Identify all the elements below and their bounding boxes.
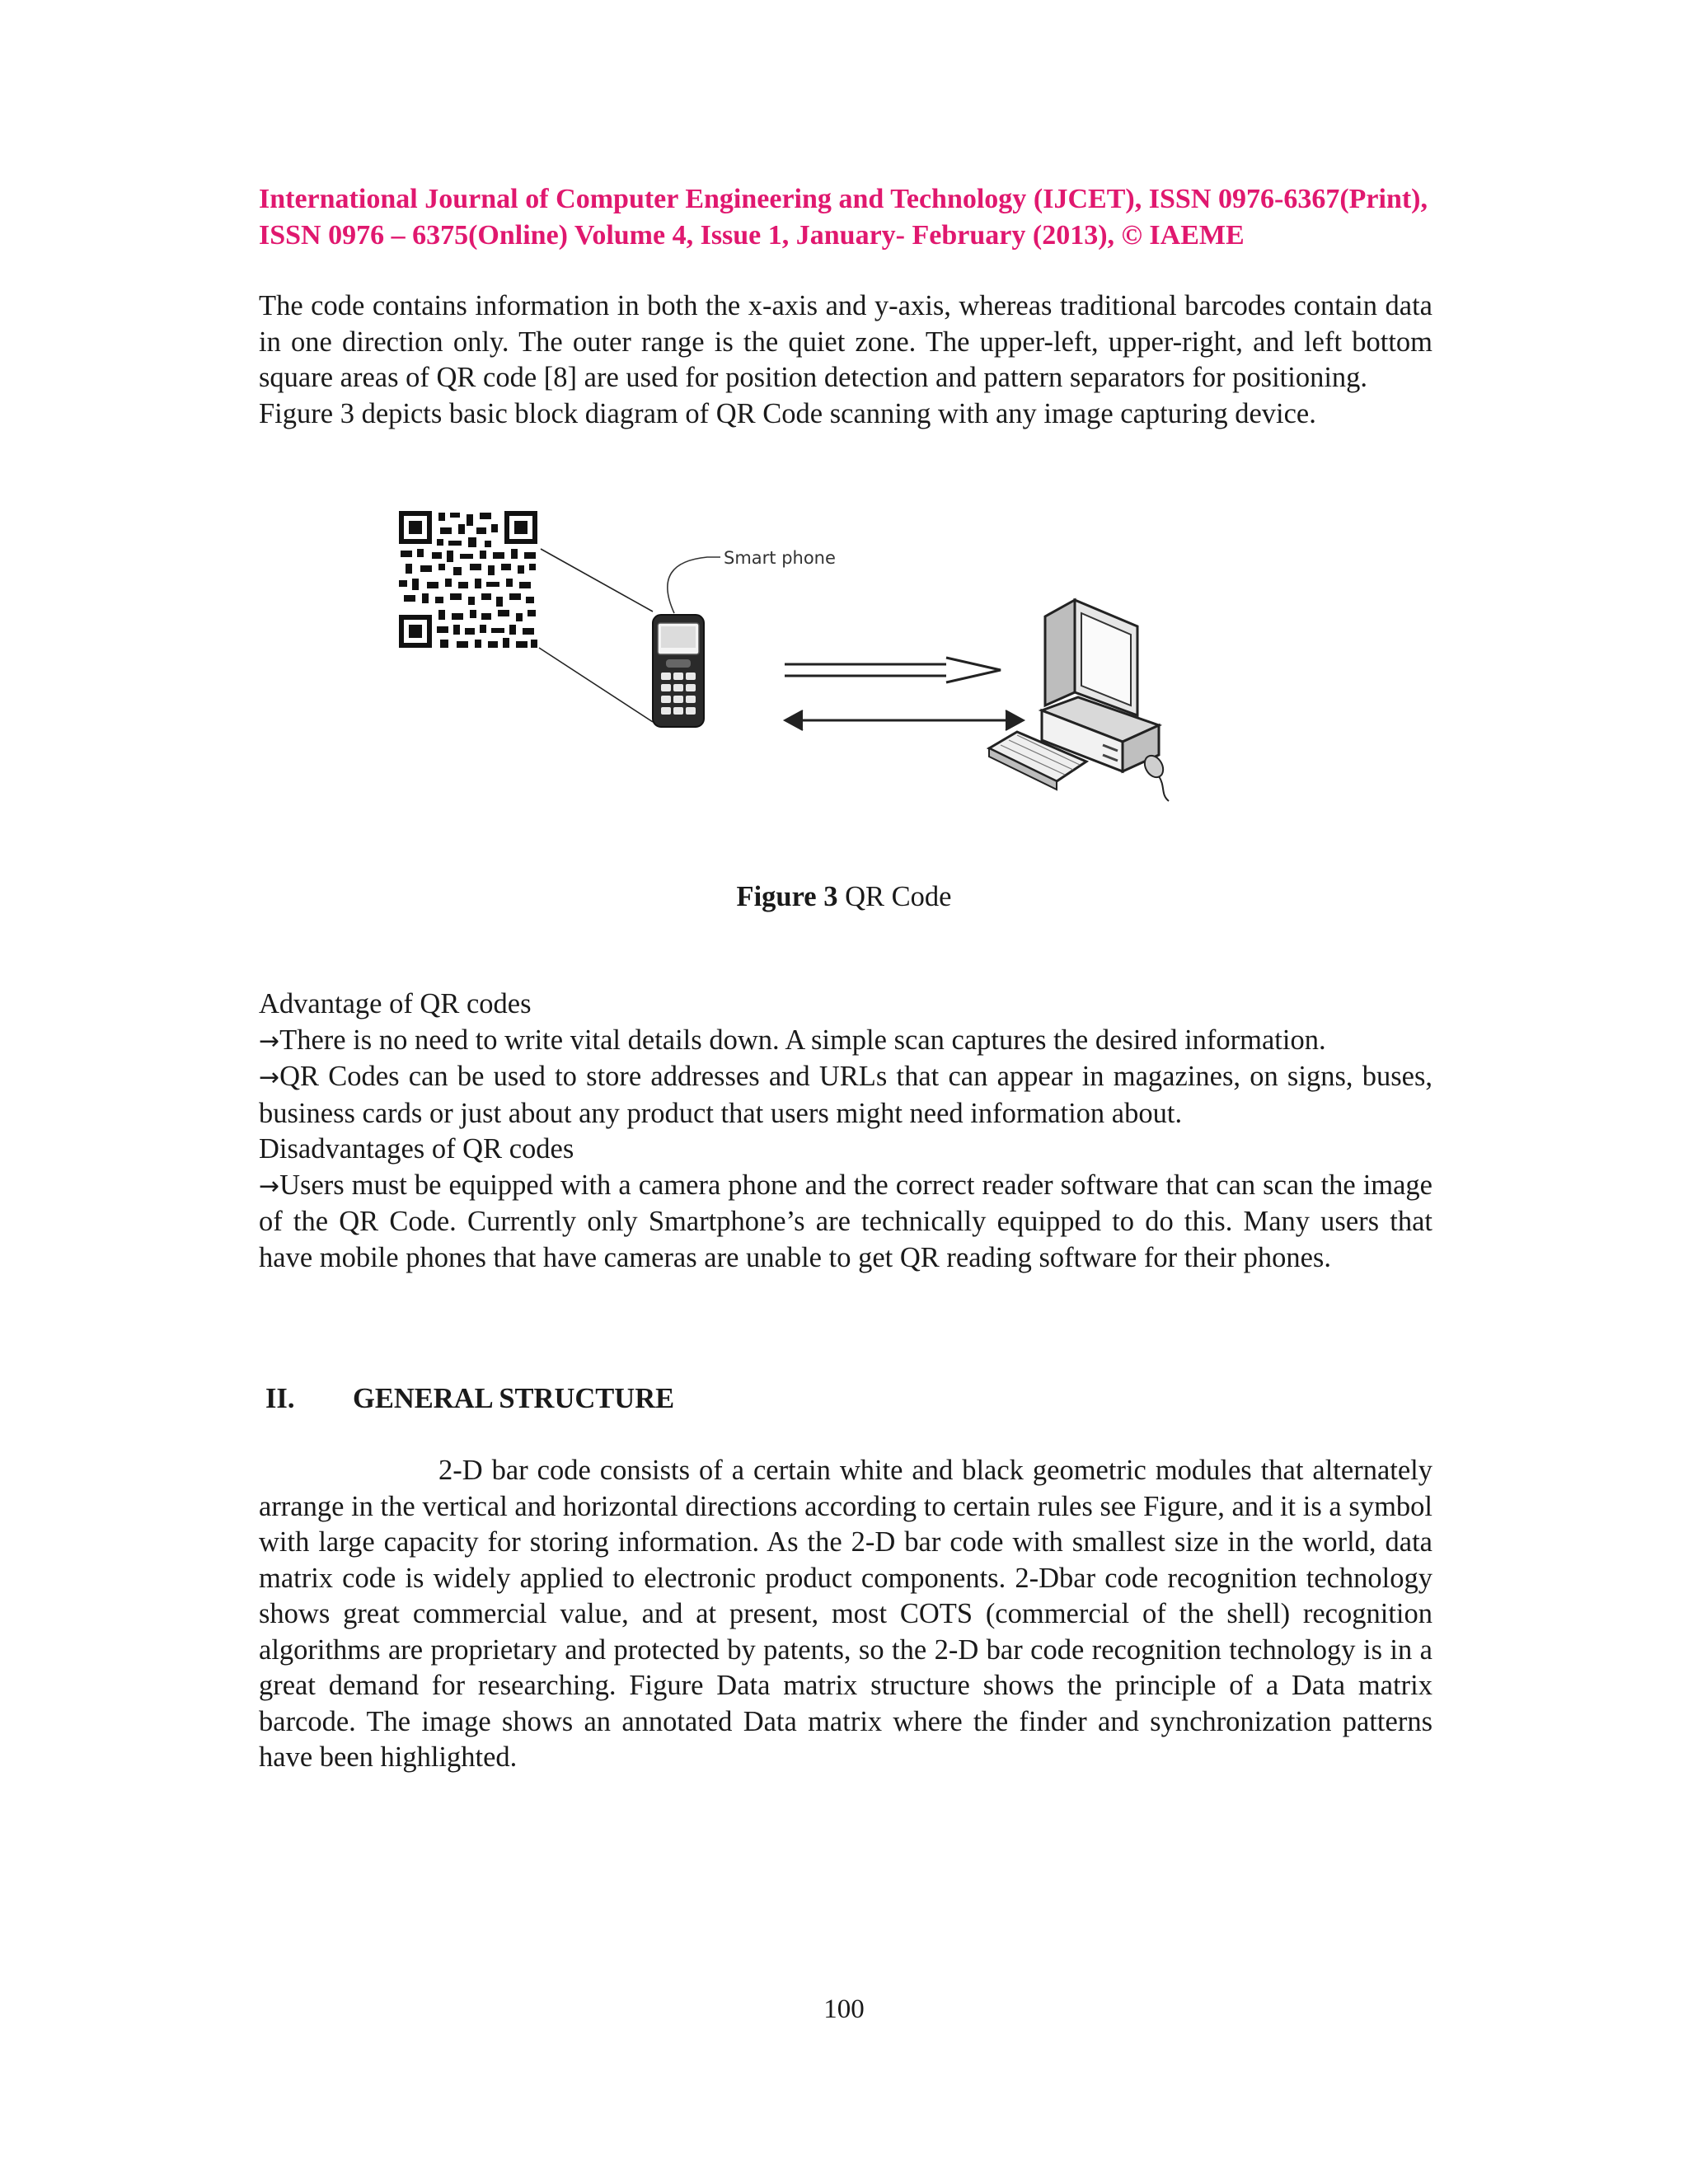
figure-caption-label: Figure 3 [736,881,838,912]
figure-caption [0,879,1688,915]
advantages-disadvantages-section [259,987,1432,1276]
general-structure-paragraph: 2-D bar code consists of a certain white and black geometric modules that alternately arrange in the vertical and horizontal directions according to certain rules see Figure, and it is a symbol with large capacity for storing information. As the 2-D bar code with smallest size in the world, data matrix code is widely applied to electronic product components. 2-Dbar code recognition technology shows great commercial value, and at present, most COTS (commercial of the shell) recognition algorithms are proprietary and protected by patents, so the 2-D bar code recognition technology is in a great demand for researching. Figure Data matrix structure shows the principle of a Data matrix barcode. The image shows an annotated Data matrix where the finder and synchronization patterns have been highlighted. [259,1455,1432,1773]
smartphone-image [653,615,704,727]
disadvantage-item: →Users must be equipped with a camera phone and the correct reader software that can scan the image of the QR Code. Currently only Smartphone’s are technically equipped to do this. Many users that have mobile phones that have cameras are unable to get QR reading software for their phones. [259,1169,1432,1273]
disadvantages-heading: Disadvantages of QR codes [259,1133,574,1165]
section-number: II. [265,1383,295,1414]
section-title: GENERAL STRUCTURE [353,1383,675,1414]
intro-section [259,288,1432,432]
section-heading [265,1380,674,1417]
computer-image [989,600,1169,801]
figure-caption-text: QR Code [837,881,952,912]
arrow-icon: → [259,1063,280,1092]
receive-arrow [785,710,1024,730]
send-arrow [785,658,1001,682]
figure-qr-scanning-diagram [394,511,1251,841]
advantage-item: →QR Codes can be used to store addresses and URLs that can appear in magazines, on signs, buses, business cards or just about any product that users might need information about. [259,1061,1432,1129]
phone-label: Smart phone [724,548,836,568]
phone-label-leader [668,557,720,613]
arrow-icon: → [259,1171,280,1201]
advantages-heading: Advantage of QR codes [259,988,532,1019]
general-structure-section [259,1453,1432,1776]
scan-line-top [541,549,653,612]
page-number: 100 [823,1994,865,2024]
figure-reference-paragraph: Figure 3 depicts basic block diagram of QR Code scanning with any image capturing device. [259,397,1316,429]
scan-line-bottom [539,648,653,722]
qr-code-image [399,511,539,649]
intro-paragraph: The code contains information in both the x-axis and y-axis, whereas traditional barcodes contain data in one direction only. The outer range is the quiet zone. The upper-left, upper-right, and left bottom square areas of QR code [8] are used for position detection and pattern separators for positioning. [259,290,1432,393]
journal-header: International Journal of Computer Engineering and Technology (IJCET), ISSN 0976-6367(Print), ISSN 0976 – 6375(Online) Volume 4, Issue 1, January- February (2013), © IAEME [259,184,1428,251]
advantage-item: →There is no need to write vital details down. A simple scan captures the desired information. [259,1024,1326,1056]
arrow-icon: → [259,1026,280,1056]
